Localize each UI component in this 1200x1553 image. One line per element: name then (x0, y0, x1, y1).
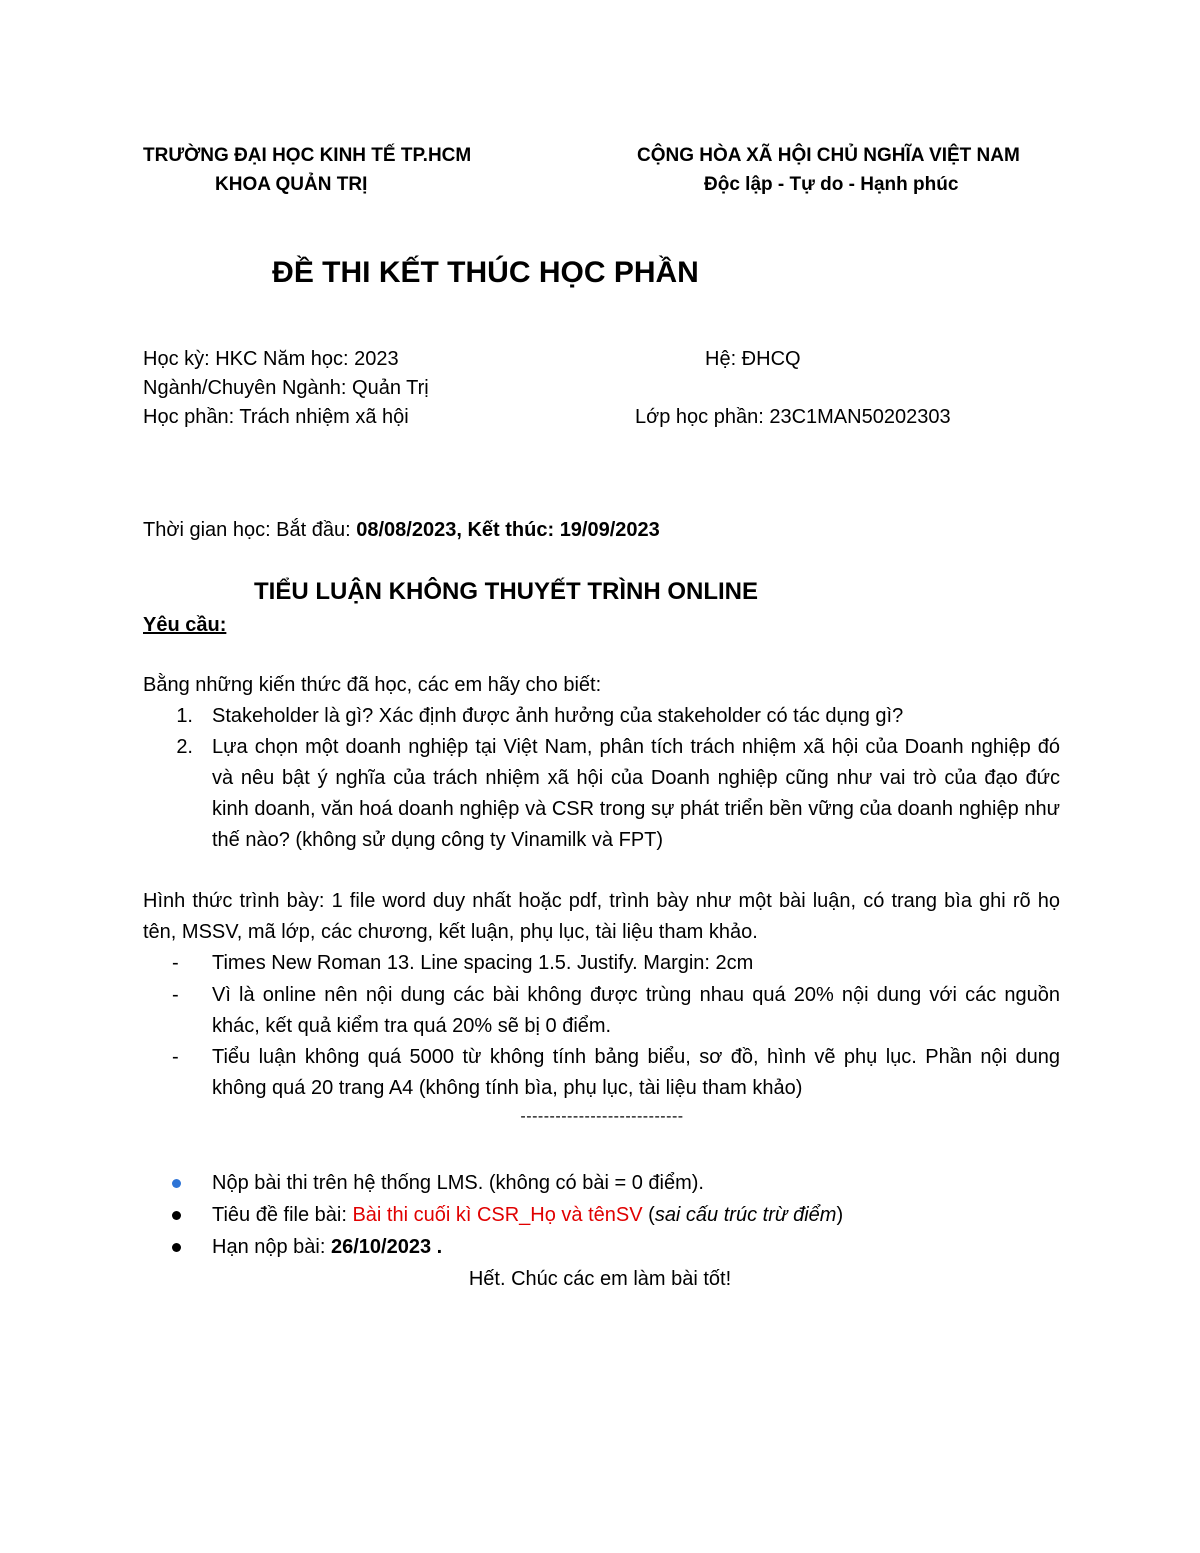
schedule-start: 08/08/2023, (356, 519, 468, 541)
schedule-line (143, 515, 660, 545)
dash-marker: - (172, 952, 179, 974)
question-number: 1. (176, 705, 193, 727)
question-text: Stakeholder là gì? Xác định được ảnh hưởng của stakeholder có tác dụng gì? (212, 705, 904, 727)
country-motto: Độc lập - Tự do - Hạnh phúc (704, 174, 959, 195)
semester-info: Học kỳ: HKC Năm học: 2023 (143, 348, 399, 370)
class-code-info: Lớp học phần: 23C1MAN50202303 (635, 406, 951, 428)
closing-text: Hết. Chúc các em làm bài tốt! (468, 1268, 732, 1290)
file-title-format: Bài thi cuối kì CSR_Họ và tênSV (352, 1204, 643, 1226)
submission-item: Nộp bài thi trên hệ thống LMS. (không có bài = 0 điểm). (212, 1172, 704, 1194)
requirements-label: Yêu cầu: (143, 614, 227, 636)
school-name: TRƯỜNG ĐẠI HỌC KINH TẾ TP.HCM (143, 145, 472, 166)
bullet-icon (172, 1200, 186, 1214)
faculty-name: KHOA QUẢN TRỊ (215, 174, 368, 195)
question-text: Lựa chọn một doanh nghiệp tại Việt Nam, phân tích trách nhiệm xã hội của Doanh nghiệp đó và nêu bật ý nghĩa của trách nhiệm xã hội của Doanh nghiệp cũng như vai trò của đạo đức kinh doanh, văn hoá doanh nghiệp và CSR trong sự phát triển bền vững của doanh nghiệp như thế nào? (không sử dụng công ty Vinamilk và FPT) (212, 736, 1060, 851)
course-info: Học phần: Trách nhiệm xã hội (143, 406, 409, 428)
file-title-prefix: Tiêu đề file bài: (212, 1204, 353, 1226)
deadline-item (212, 1232, 442, 1262)
schedule-end: 19/09/2023 (559, 519, 660, 541)
format-rule: Vì là online nên nội dung các bài không được trùng nhau quá 20% nội dung với các nguồn khác, kết quả kiểm tra quá 20% sẽ bị 0 điểm. (212, 984, 1060, 1037)
schedule-prefix: Thời gian học: Bắt đầu: (143, 519, 357, 541)
format-rule: Times New Roman 13. Line spacing 1.5. Justify. Margin: 2cm (212, 952, 754, 974)
file-title-open: ( (642, 1204, 655, 1226)
system-info: Hệ: ĐHCQ (705, 348, 801, 370)
major-info: Ngành/Chuyên Ngành: Quản Trị (143, 377, 429, 399)
dash-marker: - (172, 1046, 179, 1068)
deadline-date: 26/10/2023 . (330, 1236, 443, 1258)
bullet-icon (172, 1168, 186, 1182)
format-rule: Tiểu luận không quá 5000 từ không tính bảng biểu, sơ đồ, hình vẽ phụ lục. Phần nội dung không quá 20 trang A4 (không tính bìa, phụ lục, tài liệu tham khảo) (212, 1046, 1060, 1099)
country-name: CỘNG HÒA XÃ HỘI CHỦ NGHĨA VIỆT NAM (637, 145, 1020, 166)
format-text: Hình thức trình bày: 1 file word duy nhất hoặc pdf, trình bày như một bài luận, có trang bìa ghi rõ họ tên, MSSV, mã lớp, các chương, kết luận, phụ lục, tài liệu tham khảo. (143, 890, 1060, 943)
schedule-end-label: Kết thúc: (467, 519, 560, 541)
intro-text: Bằng những kiến thức đã học, các em hãy cho biết: (143, 674, 602, 696)
deadline-prefix: Hạn nộp bài: (212, 1236, 331, 1258)
file-title-item (212, 1200, 843, 1230)
question-number: 2. (176, 736, 193, 758)
dash-marker: - (172, 984, 179, 1006)
separator-line: ---------------------------- (520, 1108, 684, 1125)
essay-subtitle: TIỂU LUẬN KHÔNG THUYẾT TRÌNH ONLINE (254, 578, 758, 605)
file-title-warning: sai cấu trúc trừ điểm (654, 1204, 837, 1226)
file-title-close: ) (836, 1204, 844, 1226)
exam-title: ĐỀ THI KẾT THÚC HỌC PHẦN (272, 256, 699, 289)
bullet-icon (172, 1232, 186, 1246)
